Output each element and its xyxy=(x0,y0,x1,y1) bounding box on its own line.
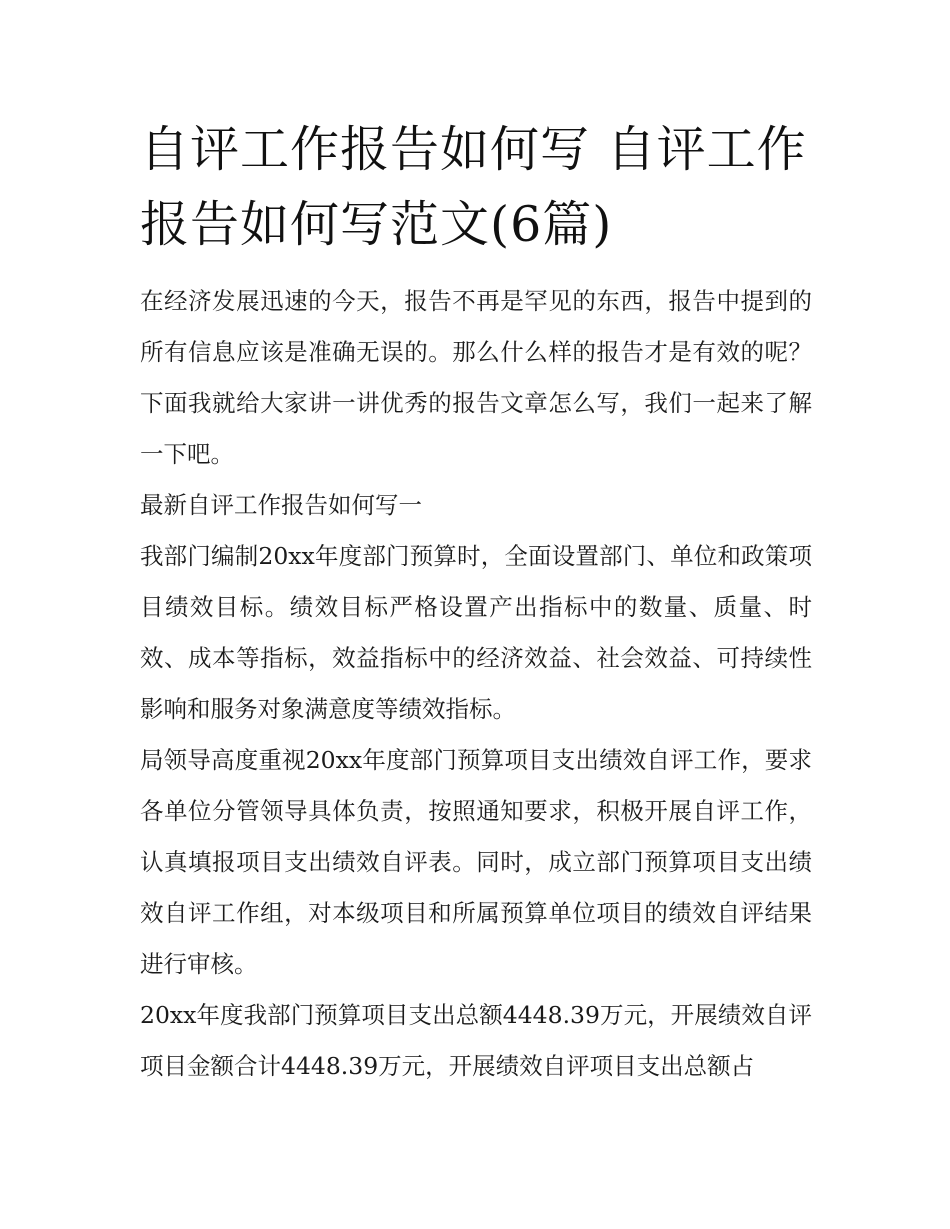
paragraph-leadership: 局领导高度重视20xx年度部门预算项目支出绩效自评工作，要求各单位分管领导具体负责，按照通知要求，积极开展自评工作，认真填报项目支出绩效自评表。同时，成立部门预算项目支出绩效自评工作组，对本级项目和所属预算单位项目的绩效自评结果进行审核。 xyxy=(140,746,812,978)
section-heading: 最新自评工作报告如何写一 xyxy=(140,491,422,519)
paragraph-intro: 在经济发展迅速的今天，报告不再是罕见的东西，报告中提到的所有信息应该是准确无误的。那么什么样的报告才是有效的呢？下面我就给大家讲一讲优秀的报告文章怎么写，我们一起来了解一下吧。 xyxy=(140,287,812,468)
paragraph-expenditure: 20xx年度我部门预算项目支出总额4448.39万元，开展绩效自评项目金额合计4448.39万元，开展绩效自评项目支出总额占 xyxy=(140,1001,812,1080)
document-body xyxy=(140,276,812,1092)
document-title: 自评工作报告如何写 自评工作报告如何写范文(6篇) xyxy=(140,121,807,253)
paragraph-budget-targets: 我部门编制20xx年度部门预算时，全面设置部门、单位和政策项目绩效目标。绩效目标严格设置产出指标中的数量、质量、时效、成本等指标，效益指标中的经济效益、社会效益、可持续性影响和服务对象满意度等绩效指标。 xyxy=(140,542,812,723)
